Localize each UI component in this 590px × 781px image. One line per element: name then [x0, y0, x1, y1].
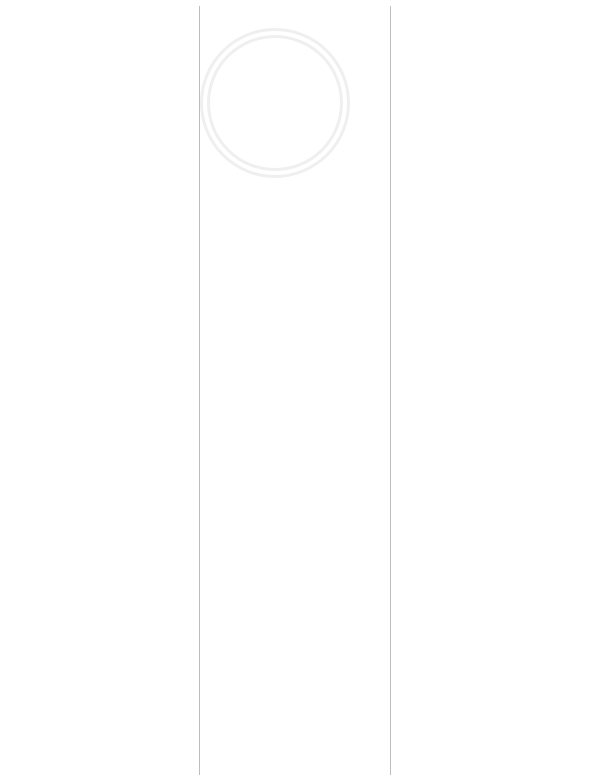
column-right	[391, 6, 582, 775]
column-left	[8, 6, 200, 775]
column-middle	[200, 6, 392, 775]
